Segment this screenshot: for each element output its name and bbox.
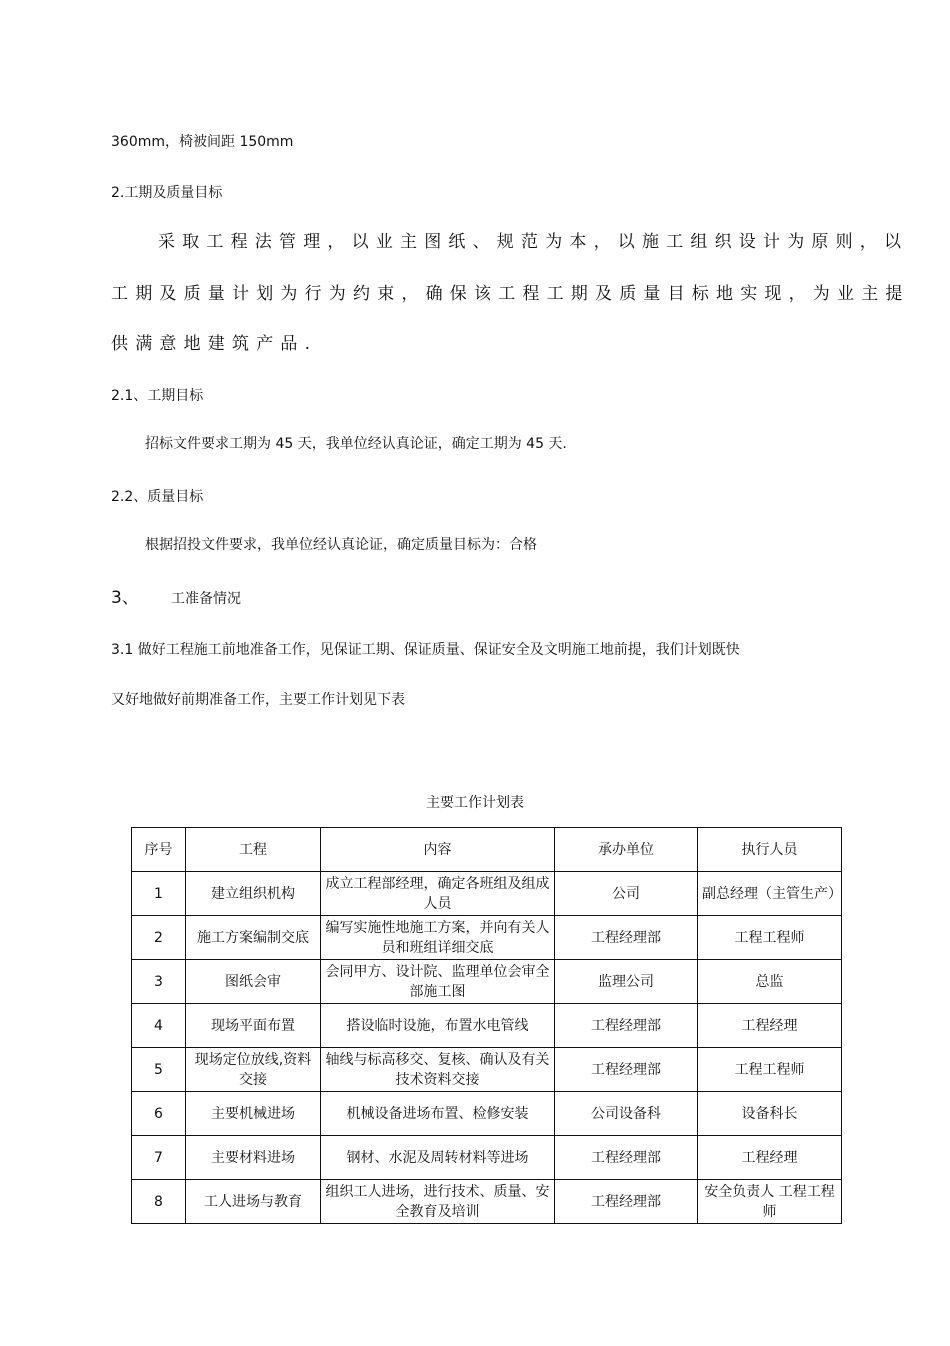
table-row [132, 872, 842, 916]
table-cell: 安全负责人 工程工程师 [698, 1180, 842, 1224]
table-cell: 组织工人进场，进行技术、质量、安全教育及培训 [321, 1180, 555, 1224]
table-cell: 图纸会审 [186, 960, 321, 1004]
table-cell: 总监 [698, 960, 842, 1004]
header-cell: 工程 [186, 828, 321, 872]
table-cell: 设备科长 [698, 1092, 842, 1136]
table-cell: 主要机械进场 [186, 1092, 321, 1136]
table-row [132, 1092, 842, 1136]
table-cell: 2 [132, 916, 186, 960]
table-cell: 8 [132, 1180, 186, 1224]
text-line: 360mm，椅被间距 150mm [111, 134, 294, 150]
table-cell: 5 [132, 1048, 186, 1092]
header-cell: 承办单位 [555, 828, 698, 872]
table-cell: 3 [132, 960, 186, 1004]
table-cell: 主要材料进场 [186, 1136, 321, 1180]
section-heading: 2.工期及质量目标 [111, 185, 223, 201]
table-caption: 主要工作计划表 [426, 795, 524, 811]
paragraph-line: 招标文件要求工期为 45 天，我单位经认真论证，确定工期为 45 天. [145, 436, 567, 452]
table-cell: 副总经理（主管生产） [698, 872, 842, 916]
table-cell: 工程经理部 [555, 1180, 698, 1224]
table-row [132, 960, 842, 1004]
table-cell: 现场定位放线,资料交接 [186, 1048, 321, 1092]
table-row [132, 1180, 842, 1224]
table-cell: 公司 [555, 872, 698, 916]
paragraph-line: 采取工程法管理，以业主图纸、规范为本，以施工组织设计为原则，以 [158, 232, 909, 252]
paragraph-line: 又好地做好前期准备工作，主要工作计划见下表 [111, 692, 405, 708]
table-cell: 公司设备科 [555, 1092, 698, 1136]
table-cell: 现场平面布置 [186, 1004, 321, 1048]
table-cell: 搭设临时设施，布置水电管线 [321, 1004, 555, 1048]
subsection-heading: 2.2、质量目标 [111, 489, 204, 505]
table-cell: 轴线与标高移交、复核、确认及有关技术资料交接 [321, 1048, 555, 1092]
table-cell: 工程工程师 [698, 1048, 842, 1092]
table-cell: 工程经理部 [555, 1004, 698, 1048]
table-row [132, 916, 842, 960]
paragraph-line: 供满意地建筑产品. [111, 334, 318, 354]
table-cell: 6 [132, 1092, 186, 1136]
table-cell: 7 [132, 1136, 186, 1180]
table-cell: 编写实施性地施工方案，并向有关人员和班组详细交底 [321, 916, 555, 960]
work-plan-table [131, 827, 842, 1224]
table-cell: 工程经理部 [555, 1048, 698, 1092]
table-row [132, 1048, 842, 1092]
table-cell: 成立工程部经理，确定各班组及组成人员 [321, 872, 555, 916]
table-cell: 1 [132, 872, 186, 916]
table-row [132, 1136, 842, 1180]
table-cell: 施工方案编制交底 [186, 916, 321, 960]
subsection-heading: 2.1、工期目标 [111, 388, 204, 404]
table-cell: 钢材、水泥及周转材料等进场 [321, 1136, 555, 1180]
table-cell: 工程经理部 [555, 1136, 698, 1180]
table-cell: 会同甲方、设计院、监理单位会审全部施工图 [321, 960, 555, 1004]
table-cell: 工程经理部 [555, 916, 698, 960]
table-cell: 建立组织机构 [186, 872, 321, 916]
table-header-row [132, 828, 842, 872]
table-cell: 工程工程师 [698, 916, 842, 960]
paragraph-line: 根据招投文件要求，我单位经认真论证，确定质量目标为：合格 [145, 537, 537, 553]
header-cell: 执行人员 [698, 828, 842, 872]
section-heading: 工准备情况 [171, 591, 241, 607]
header-cell: 内容 [321, 828, 555, 872]
table-cell: 4 [132, 1004, 186, 1048]
paragraph-line: 工期及质量计划为行为约束，确保该工程工期及质量目标地实现，为业主提 [111, 284, 910, 304]
header-cell: 序号 [132, 828, 186, 872]
table-cell: 工人进场与教育 [186, 1180, 321, 1224]
table-cell: 机械设备进场布置、检修安装 [321, 1092, 555, 1136]
table-cell: 工程经理 [698, 1136, 842, 1180]
table-row [132, 1004, 842, 1048]
paragraph-line: 3.1 做好工程施工前地准备工作，见保证工期、保证质量、保证安全及文明施工地前提，我们计划既快 [111, 642, 740, 658]
table-cell: 工程经理 [698, 1004, 842, 1048]
section-number: 3、 [111, 588, 139, 608]
table-cell: 监理公司 [555, 960, 698, 1004]
